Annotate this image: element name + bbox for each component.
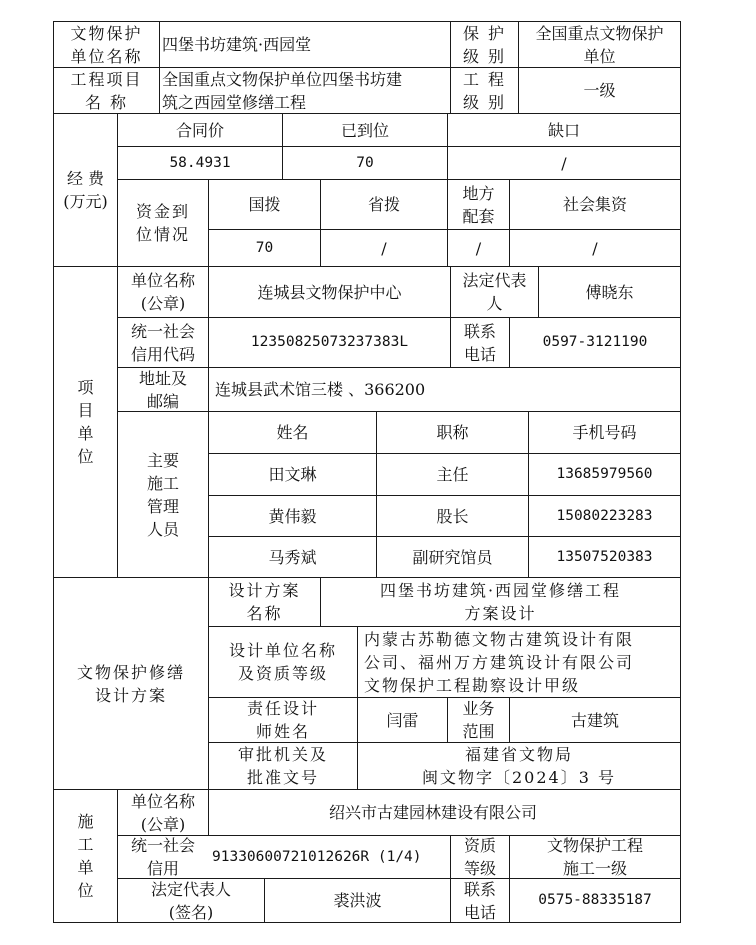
manager-title: 副研究馆员	[412, 547, 493, 567]
funding-header-gap: 缺口	[547, 120, 580, 140]
designer-value: 闫雷	[386, 710, 419, 730]
project-unit-label: 项 目 单 位	[77, 378, 94, 466]
project-unit-contact-value: 0597-3121190	[542, 334, 648, 350]
funding-value-gap: /	[561, 153, 567, 173]
construction-unit-credit-value: 91330600721012626R (1/4)	[212, 848, 422, 865]
managers-header-phone: 手机号码	[572, 423, 637, 442]
approval-value: 福建省文物局 闽文物字〔2024〕3 号	[422, 745, 616, 787]
project-unit-address-value: 连城县武术馆三楼 、366200	[215, 380, 426, 399]
construction-unit-contact-value: 0575-88335187	[538, 892, 652, 908]
project-unit-credit-value: 12350825073237383L	[250, 334, 409, 350]
manager-phone: 15080223283	[556, 507, 653, 524]
funding-header-received: 已到位	[340, 120, 389, 140]
table-border-bottom	[53, 922, 681, 923]
managers-header-title: 职称	[436, 423, 469, 442]
manager-name: 马秀斌	[268, 547, 317, 567]
construction-unit-qualification-value: 文物保护工程 施工一级	[546, 836, 643, 878]
design-plan-name-value: 四堡书坊建筑·西园堂修缮工程 方案设计	[379, 581, 622, 623]
source-header-national: 国拨	[248, 195, 281, 214]
manager-phone: 13507520383	[556, 548, 653, 565]
funding-value-received: 70	[356, 154, 374, 171]
project-unit-credit-label: 统一社会 信用代码	[130, 321, 195, 364]
design-unit-label: 设计单位名称 及资质等级	[228, 641, 337, 683]
manager-title: 股长	[436, 506, 469, 526]
construction-unit-qualification-label: 资质 等级	[463, 836, 496, 878]
project-unit-address-label: 地址及 邮编	[138, 368, 187, 411]
construction-unit-name-label: 单位名称 (公章)	[130, 791, 195, 834]
table-rule	[159, 21, 160, 114]
project-name-value: 全国重点文物保护单位四堡书坊建 筑之西园堂修缮工程	[162, 69, 403, 112]
project-unit-legal-rep-label: 法定代表 人	[462, 271, 527, 313]
source-header-social: 社会集资	[562, 195, 627, 214]
protection-level-value: 全国重点文物保护 单位	[535, 23, 664, 66]
unit-name-label: 文物保护 单位名称	[70, 23, 143, 66]
construction-unit-contact-label: 联系 电话	[463, 879, 496, 922]
source-header-local: 地方 配套	[462, 183, 495, 226]
managers-header-name: 姓名	[276, 423, 309, 442]
project-level-value: 一级	[583, 81, 616, 100]
funding-label: 经 费 (万元)	[63, 169, 108, 211]
design-section-label: 文物保护修缮 设计方案	[76, 662, 185, 705]
source-value-social: /	[592, 238, 598, 258]
unit-name-value: 四堡书坊建筑·西园堂	[162, 35, 312, 54]
protection-level-label: 保 护 级 别	[462, 23, 507, 66]
design-unit-value: 内蒙古苏勒德文物古建筑设计有限 公司、福州万方建筑设计有限公司 文物保护工程勘察设计甲级	[364, 629, 635, 695]
source-value-local: /	[475, 238, 482, 258]
funding-header-contract: 合同价	[175, 120, 224, 140]
designer-label: 责任设计 师姓名	[246, 699, 319, 741]
project-unit-name-value: 连城县文物保护中心	[257, 282, 402, 302]
project-name-label: 工程项目 名 称	[70, 69, 143, 112]
design-plan-name-label: 设计方案 名称	[228, 581, 301, 623]
project-level-label: 工 程 级 别	[462, 69, 507, 112]
managers-label: 主要 施工 管理 人员	[146, 450, 179, 539]
project-unit-name-label: 单位名称 (公章)	[130, 271, 195, 313]
manager-phone: 13685979560	[556, 466, 653, 482]
construction-unit-name-value: 绍兴市古建园林建设有限公司	[329, 803, 538, 822]
construction-unit-legal-rep-value: 裘洪波	[333, 891, 382, 910]
source-value-national: 70	[255, 239, 274, 256]
source-value-provincial: /	[381, 238, 387, 258]
funding-status-label: 资金到 位情况	[135, 202, 190, 244]
funding-value-contract: 58.4931	[169, 154, 231, 171]
manager-name: 田文琳	[268, 465, 317, 484]
construction-unit-credit-label: 统一社会 信用	[130, 836, 195, 878]
construction-unit-legal-rep-label: 法定代表人 (签名)	[150, 879, 231, 922]
project-unit-legal-rep-value: 傅晓东	[585, 282, 634, 302]
construction-unit-label: 施 工 单 位	[77, 812, 94, 900]
scope-value: 古建筑	[570, 710, 619, 730]
source-header-provincial: 省拨	[367, 195, 400, 214]
manager-title: 主任	[436, 465, 469, 484]
project-unit-contact-label: 联系 电话	[463, 321, 496, 364]
table-border-right	[680, 21, 681, 923]
manager-name: 黄伟毅	[268, 506, 317, 526]
approval-label: 审批机关及 批准文号	[237, 745, 328, 787]
scope-label: 业务 范围	[462, 699, 495, 741]
